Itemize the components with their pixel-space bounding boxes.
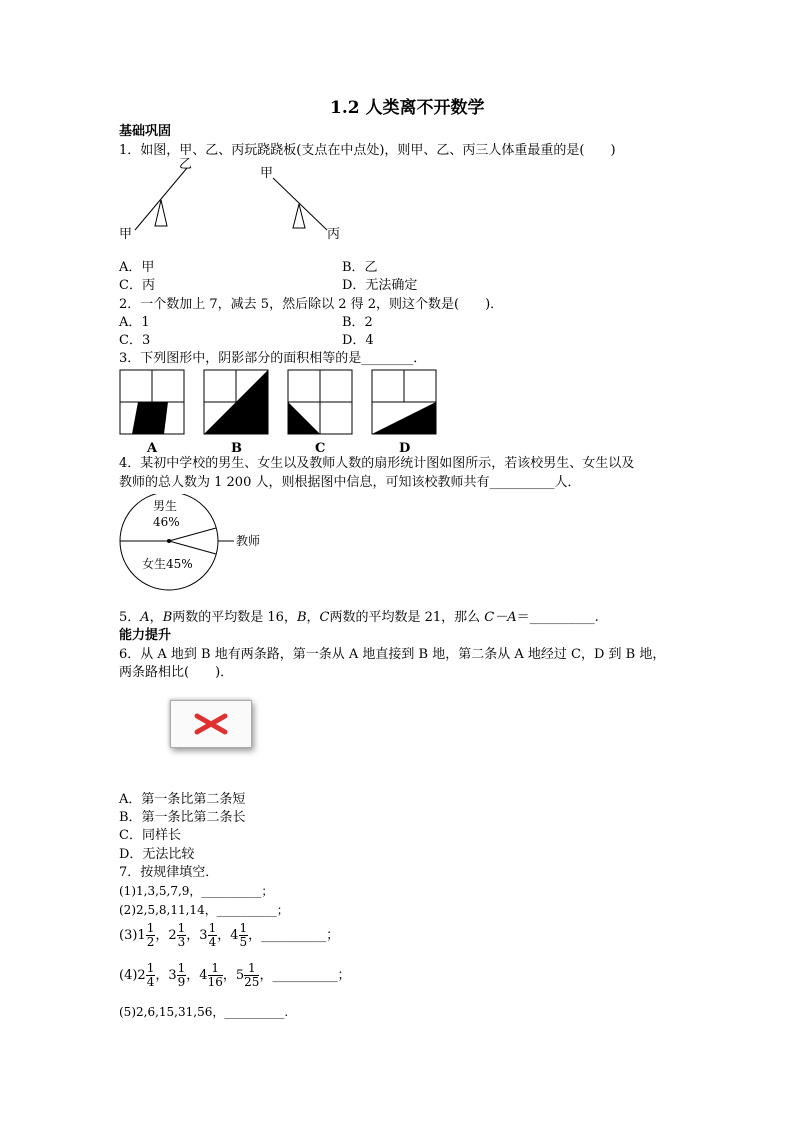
fraction-numerator: 1 [208, 921, 217, 935]
fraction-numerator: 1 [177, 921, 186, 935]
fraction-denominator: 2 [146, 935, 155, 949]
pie-label-boys: 男生 [153, 499, 178, 513]
seesaw-figure [115, 158, 355, 244]
broken-image-icon [171, 701, 251, 747]
fraction-denominator: 9 [177, 975, 186, 989]
q1-option-d: D．无法确定 [342, 278, 418, 293]
fraction-numerator: 1 [208, 962, 223, 976]
fraction-denominator: 4 [208, 935, 217, 949]
square-d [372, 370, 436, 434]
question-3-stem: 3．下列图形中，阴影部分的面积相等的是________． [119, 351, 427, 366]
mixed-whole: 3 [199, 928, 208, 943]
mixed-whole: 1 [137, 928, 146, 943]
label-a: A [147, 441, 158, 456]
label-d: D [399, 441, 411, 456]
square-a [120, 370, 184, 434]
question-1-stem: 1．如图，甲、乙、丙玩跷跷板(支点在中点处)，则甲、乙、丙三人体重最重的是( ) [119, 143, 616, 158]
q1-option-b: B．乙 [342, 260, 378, 275]
q5-text-4: 两数的平均数是 21，那么 [329, 610, 485, 625]
q2-option-d: D．4 [342, 333, 374, 348]
question-2-stem: 2．一个数加上 7，减去 5，然后除以 2 得 2，则这个数是( )． [119, 297, 504, 312]
fraction [177, 922, 187, 949]
fraction-denominator: 3 [177, 935, 186, 949]
label-c: C [315, 441, 326, 456]
q5-text-2: 两数的平均数是 16， [172, 610, 297, 625]
q5-var-c: C [319, 610, 330, 625]
page-title: 1.2 人类离不开数学 [330, 98, 485, 118]
pie-chart [118, 494, 278, 596]
fraction [208, 962, 223, 989]
q5-var-b2: B [296, 610, 307, 625]
seesaw-left-bottom-label: 甲 [119, 227, 133, 242]
fraction-numerator: 1 [239, 921, 248, 935]
fraction-denominator: 16 [207, 975, 223, 989]
broken-image-placeholder [170, 700, 252, 748]
q1-option-c: C．丙 [119, 278, 155, 293]
seesaw-left-top-label: 乙 [179, 158, 193, 172]
q2-option-b: B．2 [342, 315, 373, 330]
mixed-whole: 2 [137, 968, 146, 983]
section-heading-basic: 基础巩固 [119, 124, 172, 139]
q2-option-c: C．3 [119, 333, 151, 348]
q6-option-c: C．同样长 [119, 828, 181, 843]
fraction-denominator: 5 [239, 935, 248, 949]
question-6-stem-line2: 两条路相比( )． [119, 665, 234, 680]
q5-text-3: ， [306, 610, 320, 625]
seesaw-right-top-label: 甲 [260, 166, 274, 181]
question-4-stem-line1: 4．某初中学校的男生、女生以及教师人数的扇形统计图如图所示，若该校男生、女生以及 [119, 456, 635, 471]
shaded-squares-figure [118, 368, 448, 458]
q6-option-b: B．第一条比第二条长 [119, 810, 246, 825]
fraction-numerator: 1 [146, 961, 155, 975]
q7-part-1: (1)1,3,5,7,9，__________； [119, 884, 274, 898]
square-b [204, 370, 268, 434]
mixed-whole: 4 [199, 968, 208, 983]
q6-option-d: D．无法比较 [119, 847, 195, 862]
q5-text-1: ， [149, 610, 163, 625]
label-b: B [231, 441, 242, 456]
fraction-denominator: 4 [146, 975, 155, 989]
q7-part-3: (3)1 $\frac{1}{2}$ ，2 $\frac{1}{3}$ ，3 $\frac{1}{4}$ ，4 $\frac{1}{5}$ ，__________； [119, 921, 340, 949]
question-6-stem-line1: 6．从 A 地到 B 地有两条路，第一条从 A 地直接到 B 地，第二条从 A 地经过 C，D 到 B 地， [119, 647, 666, 662]
q5-prefix: 5． [119, 610, 141, 625]
pie-label-teacher: 教师 [236, 534, 261, 548]
q7-p3-prefix: (3) [119, 928, 138, 943]
q5-expression: C－A [484, 610, 517, 625]
mixed-whole: 4 [230, 928, 239, 943]
square-c [288, 370, 352, 434]
section-heading-advanced: 能力提升 [119, 628, 172, 643]
mixed-whole: 2 [168, 928, 177, 943]
fraction [146, 962, 156, 989]
q7-p3-suffix: ，__________； [248, 928, 340, 943]
q7-part-5: (5)2,6,15,31,56，__________. [119, 1005, 289, 1019]
fraction [244, 962, 259, 989]
q7-part-2: (2)2,5,8,11,14，__________； [119, 903, 289, 917]
seesaw-right-bottom-label: 丙 [327, 227, 341, 242]
q5-text-5: ＝__________. [516, 610, 599, 625]
pie-label-girls: 女生45% [142, 557, 193, 571]
fraction-numerator: 1 [244, 962, 259, 976]
mixed-whole: 5 [235, 968, 245, 983]
fraction-denominator: 25 [244, 975, 260, 989]
question-4-stem-line2: 教师的总人数为 1 200 人，则根据图中信息，可知该校教师共有__________人． [119, 475, 581, 490]
fraction-numerator: 1 [146, 921, 155, 935]
fraction [177, 962, 187, 989]
fraction [239, 922, 249, 949]
mixed-whole: 3 [168, 968, 177, 983]
fraction-numerator: 1 [177, 961, 186, 975]
fraction [208, 922, 218, 949]
question-7-stem: 7．按规律填空． [119, 865, 219, 880]
q2-option-a: A．1 [119, 315, 150, 330]
question-5-stem [119, 610, 599, 626]
q5-var-b: B [162, 610, 173, 625]
q6-option-a: A．第一条比第二条短 [119, 792, 246, 807]
q7-p4-suffix: ，__________； [259, 968, 351, 983]
q7-part-4: (4)2 $\frac{1}{4}$ ，3 $\frac{1}{9}$ ，4 $\frac{1}{16}$ ，5 $\frac{1}{25}$ ，__________； [119, 961, 351, 989]
fraction [146, 922, 156, 949]
q5-var-a: A [140, 610, 150, 625]
q7-p4-prefix: (4) [119, 968, 138, 983]
pie-label-boys-pct: 46% [153, 515, 180, 529]
q1-option-a: A．甲 [119, 260, 155, 275]
